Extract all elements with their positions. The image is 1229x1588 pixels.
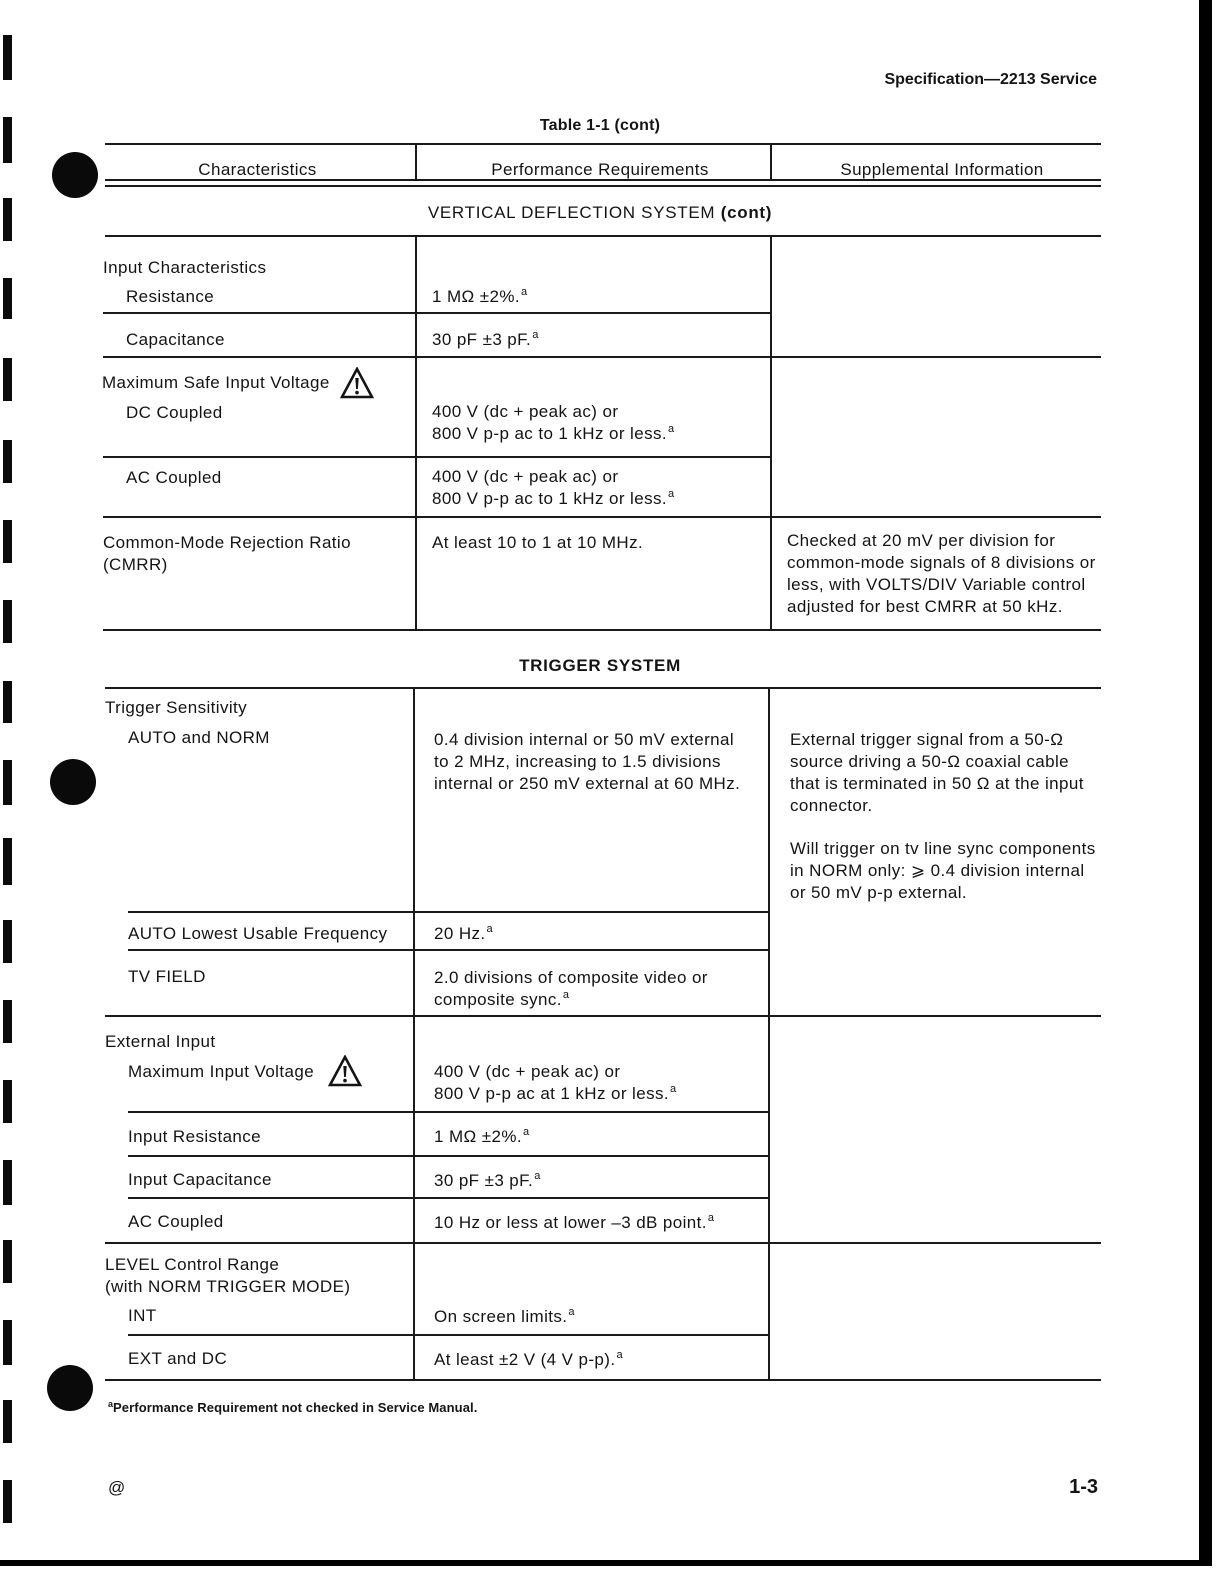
max-input-voltage-value-text: 800 V p-p ac at 1 kHz or less. (434, 1084, 669, 1103)
table-rule (105, 235, 1101, 237)
cmrr-supplemental-line: less, with VOLTS/DIV Variable control (787, 575, 1086, 594)
footnote-text: Performance Requirement not checked in Service Manual. (113, 1400, 478, 1415)
table-rule (105, 143, 1101, 145)
binder-strip-mark (3, 440, 12, 483)
int-label: INT (128, 1306, 157, 1325)
max-input-voltage-value-line: 400 V (dc + peak ac) or (434, 1062, 621, 1081)
int-value (434, 1307, 575, 1327)
auto-lowest-frequency-value-text: 20 Hz. (434, 924, 486, 943)
section-title-text: VERTICAL DEFLECTION SYSTEM (427, 203, 716, 222)
cmrr-supplemental-line: adjusted for best CMRR at 50 kHz. (787, 597, 1063, 616)
warning-triangle-icon (340, 367, 374, 399)
input-characteristics-label: Input Characteristics (103, 258, 267, 277)
auto-norm-value-line: internal or 250 mV external at 60 MHz. (434, 774, 741, 793)
warning-triangle-icon (328, 1055, 362, 1087)
table-rule (103, 456, 771, 458)
capacitance-value (432, 330, 538, 350)
auto-norm-supplemental-line: Will trigger on tv line sync components (790, 839, 1096, 858)
binder-strip-mark (3, 1240, 12, 1283)
footnote-marker: a (532, 329, 539, 341)
table-rule (103, 516, 1101, 518)
footnote-marker: a (568, 1306, 575, 1318)
tv-field-value-line (434, 990, 569, 1010)
binder-strip-mark (3, 117, 12, 163)
table-rule (103, 312, 771, 314)
footnote-marker: a (707, 1212, 715, 1224)
binder-strip-mark (3, 358, 12, 401)
column-header-characteristics: Characteristics (198, 160, 317, 179)
ext-dc-label: EXT and DC (128, 1349, 228, 1368)
auto-norm-supplemental-line: connector. (790, 796, 873, 815)
section-title-vertical (300, 203, 900, 223)
input-resistance-value (434, 1127, 529, 1147)
footnote-marker: a (523, 1126, 530, 1138)
table-rule (128, 949, 769, 951)
footnote-marker: a (670, 1083, 677, 1095)
resistance-value (432, 287, 527, 307)
resistance-value-text: 1 MΩ ±2%. (432, 287, 520, 306)
table-rule (415, 235, 417, 630)
table-rule (103, 629, 1101, 631)
column-header-supplemental: Supplemental Information (840, 160, 1044, 179)
binder-strip-mark (3, 1320, 12, 1365)
page-border-bottom (0, 1560, 1212, 1566)
int-value-text: On screen limits. (434, 1307, 568, 1326)
ext-ac-coupled-value-text: 10 Hz or less at lower –3 dB point. (434, 1213, 707, 1232)
ac-coupled-value-text: 800 V p-p ac to 1 kHz or less. (432, 489, 667, 508)
binder-strip-mark (3, 838, 12, 885)
punch-hole (52, 152, 98, 198)
capacitance-value-text: 30 pF ±3 pF. (432, 330, 532, 349)
table-rule (770, 235, 772, 630)
ac-coupled-label: AC Coupled (126, 468, 222, 487)
auto-norm-value-line: 0.4 division internal or 50 mV external (434, 730, 735, 749)
cmrr-supplemental-line: Checked at 20 mV per division for (787, 531, 1056, 550)
footnote-marker: a (668, 423, 675, 435)
auto-norm-supplemental-line: in NORM only: ⩾ 0.4 division internal (790, 861, 1085, 880)
binder-strip-mark (3, 1400, 12, 1443)
auto-norm-label: AUTO and NORM (128, 728, 270, 747)
tv-field-value-text: composite sync. (434, 990, 562, 1009)
input-resistance-label: Input Resistance (128, 1127, 262, 1146)
footnote (108, 1399, 477, 1417)
table-rule (128, 1111, 769, 1113)
footnote-marker: a (486, 923, 493, 935)
auto-norm-supplemental-line: External trigger signal from a 50-Ω (790, 730, 1064, 749)
table-rule (415, 143, 417, 180)
running-title: Specification—2213 Service (884, 71, 1097, 88)
table-rule (105, 1379, 1101, 1381)
table-rule (128, 1155, 769, 1157)
table-rule (128, 911, 769, 913)
footnote-marker: a (616, 1349, 623, 1361)
table-title: Table 1-1 (cont) (539, 117, 661, 134)
max-safe-input-voltage-label: Maximum Safe Input Voltage (102, 373, 330, 392)
external-input-label: External Input (105, 1032, 216, 1051)
cmrr-label-line: (CMRR) (103, 555, 168, 574)
dc-coupled-value-text: 800 V p-p ac to 1 kHz or less. (432, 424, 667, 443)
input-capacitance-value (434, 1171, 540, 1191)
binder-strip-mark (3, 920, 12, 963)
binder-strip-mark (3, 1480, 12, 1523)
input-capacitance-label: Input Capacitance (128, 1170, 272, 1189)
section-title-suffix: (cont) (720, 203, 773, 222)
punch-hole (50, 759, 96, 805)
binder-strip-mark (3, 35, 12, 80)
auto-norm-supplemental-line: or 50 mV p-p external. (790, 883, 967, 902)
binder-strip-mark (3, 1160, 12, 1205)
page-border-right (1199, 0, 1212, 1566)
input-capacitance-value-text: 30 pF ±3 pF. (434, 1171, 534, 1190)
ac-coupled-value-line (432, 489, 674, 509)
dc-coupled-value-line: 400 V (dc + peak ac) or (432, 402, 619, 421)
binder-strip-mark (3, 520, 12, 563)
binder-strip-mark (3, 600, 12, 643)
trigger-sensitivity-label: Trigger Sensitivity (105, 698, 248, 717)
auto-lowest-frequency-label: AUTO Lowest Usable Frequency (128, 924, 388, 943)
footnote-marker: a (534, 1170, 541, 1182)
footnote-marker: a (668, 488, 675, 500)
footnote-marker: a (562, 989, 570, 1001)
cmrr-supplemental-line: common-mode signals of 8 divisions or (787, 553, 1096, 572)
binder-strip-mark (3, 1000, 12, 1043)
binder-strip-mark (3, 681, 12, 723)
auto-norm-supplemental-line: source driving a 50-Ω coaxial cable (790, 752, 1070, 771)
tv-field-value-line: 2.0 divisions of composite video or (434, 968, 708, 987)
table-rule (105, 1242, 1101, 1244)
capacitance-label: Capacitance (126, 330, 225, 349)
footnote-marker: a (521, 286, 528, 298)
section-title-trigger: TRIGGER SYSTEM (519, 656, 681, 675)
table-rule (128, 1197, 769, 1199)
level-control-label-line: LEVEL Control Range (105, 1255, 280, 1274)
binder-strip-mark (3, 760, 12, 805)
table-rule (128, 1334, 769, 1336)
max-input-voltage-value-line (434, 1084, 676, 1104)
level-control-label-line: (with NORM TRIGGER MODE) (105, 1277, 351, 1296)
ac-coupled-value-line: 400 V (dc + peak ac) or (432, 467, 619, 486)
ext-dc-value-text: At least ±2 V (4 V p-p). (434, 1350, 616, 1369)
ext-ac-coupled-value (434, 1213, 714, 1233)
ext-dc-value (434, 1350, 623, 1370)
resistance-label: Resistance (126, 287, 215, 306)
table-rule (105, 1015, 1101, 1017)
tv-field-label: TV FIELD (128, 967, 206, 986)
auto-norm-supplemental-line: that is terminated in 50 Ω at the input (790, 774, 1084, 793)
ext-ac-coupled-label: AC Coupled (128, 1212, 224, 1231)
table-rule (105, 185, 1101, 187)
cmrr-value: At least 10 to 1 at 10 MHz. (432, 533, 644, 552)
punch-hole (47, 1365, 93, 1411)
max-input-voltage-label: Maximum Input Voltage (128, 1062, 315, 1081)
footnote-marker: a (108, 1399, 114, 1409)
dc-coupled-value-line (432, 424, 674, 444)
page-number: 1-3 (1069, 1476, 1098, 1498)
table-rule (413, 687, 415, 1380)
cmrr-label-line: Common-Mode Rejection Ratio (103, 533, 351, 552)
input-resistance-value-text: 1 MΩ ±2%. (434, 1127, 522, 1146)
table-rule (105, 687, 1101, 689)
column-header-performance: Performance Requirements (491, 160, 709, 179)
binder-strip-mark (3, 278, 12, 319)
auto-norm-value-line: to 2 MHz, increasing to 1.5 divisions (434, 752, 721, 771)
table-rule (768, 687, 770, 1380)
dc-coupled-label: DC Coupled (126, 403, 223, 422)
binder-strip-mark (3, 1080, 12, 1123)
binder-strip-mark (3, 198, 12, 241)
auto-lowest-frequency-value (434, 924, 493, 944)
footer-symbol: @ (108, 1478, 126, 1497)
table-rule (103, 356, 1101, 358)
